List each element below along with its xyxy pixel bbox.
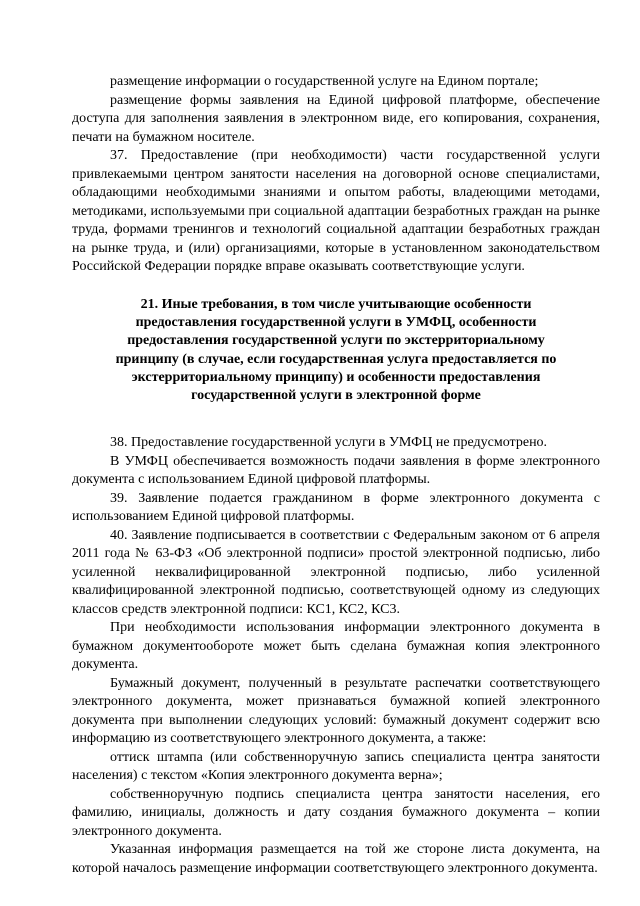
paragraph-placement: Указанная информация размещается на той же стороне листа документа, на которой началось размещение информации соответствующего электронного документа. <box>72 842 600 876</box>
section-21-heading <box>94 296 578 405</box>
paragraph-39: 39. Заявление подается гражданином в форме электронного документа с использованием Единой цифровой платформы. <box>72 490 600 524</box>
paragraph-umfc-submission: В УМФЦ обеспечивается возможность подачи заявления в форме электронного документа с использованием Единой цифровой платформы. <box>72 453 600 487</box>
paragraph-37: 37. Предоставление (при необходимости) части государственной услуги привлекаемыми центром занятости населения на договорной основе специалистами, обладающими необходимыми знаниями и опытом работы, владеющими методами, методиками, используемыми при социальной адаптации безработных граждан на рынке труда, формами тренингов и технологий социальной адаптации безработных граждан на рынке труда, и (или) организациями, которые в установленном законодательством Российской Федерации порядке вправе оказывать соответствующие услуги. <box>72 148 600 274</box>
heading-line: принципу (в случае, если государственная услуга предоставляется по <box>115 351 557 367</box>
paragraph-stamp: оттиск штампа (или собственноручную запись специалиста центра занятости населения) с текстом «Копия электронного документа верна»; <box>72 749 600 783</box>
heading-line: предоставления государственной услуги по экстерриториальному <box>127 333 545 349</box>
bottom-text-block <box>72 434 600 878</box>
heading-line: предоставления государственной услуги в УМФЦ, особенности <box>135 315 537 331</box>
heading-line: 21. Иные требования, в том числе учитывающие особенности <box>140 297 532 312</box>
paragraph-38: 38. Предоставление государственной услуги в УМФЦ не предусмотрено. <box>110 435 548 450</box>
heading-line: государственной услуги в электронной форме <box>191 388 481 404</box>
paragraph-paper-document-conditions: Бумажный документ, полученный в результате распечатки соответствующего электронного документа, может признаваться бумажной копией электронного документа при выполнении следующих условий: бумажный документ содержит всю информацию из соответствующего электронного документа, а также: <box>72 675 600 746</box>
paragraph-portal-info: размещение информации о государственной услуге на Едином портале; <box>110 74 539 89</box>
paragraph-paper-copy: При необходимости использования информации электронного документа в бумажном документообороте может быть сделана бумажная копия электронного документа. <box>72 620 600 672</box>
heading-line: экстерриториальному принципу) и особенности предоставления <box>131 369 541 385</box>
paragraph-form-placement: размещение формы заявления на Единой цифровой платформе, обеспечение доступа для заполнения заявления в электронном виде, его копирования, сохранения, печати на бумажном носителе. <box>72 92 600 145</box>
top-text-block <box>72 73 600 277</box>
paragraph-40: 40. Заявление подписывается в соответствии с Федеральным законом от 6 апреля 2011 года № 63-ФЗ «Об электронной подписи» простой электронной подписью, либо усиленной неквалифицированной электронной подписью, либо усиленной квалифицированной электронной подписью, соответствующей одному из следующих классов средств электронной подписи: КС1, КС2, КС3. <box>72 527 600 617</box>
paragraph-signature: собственноручную подпись специалиста центра занятости населения, его фамилию, инициалы, должность и дату создания бумажного документа – копии электронного документа. <box>72 786 600 839</box>
